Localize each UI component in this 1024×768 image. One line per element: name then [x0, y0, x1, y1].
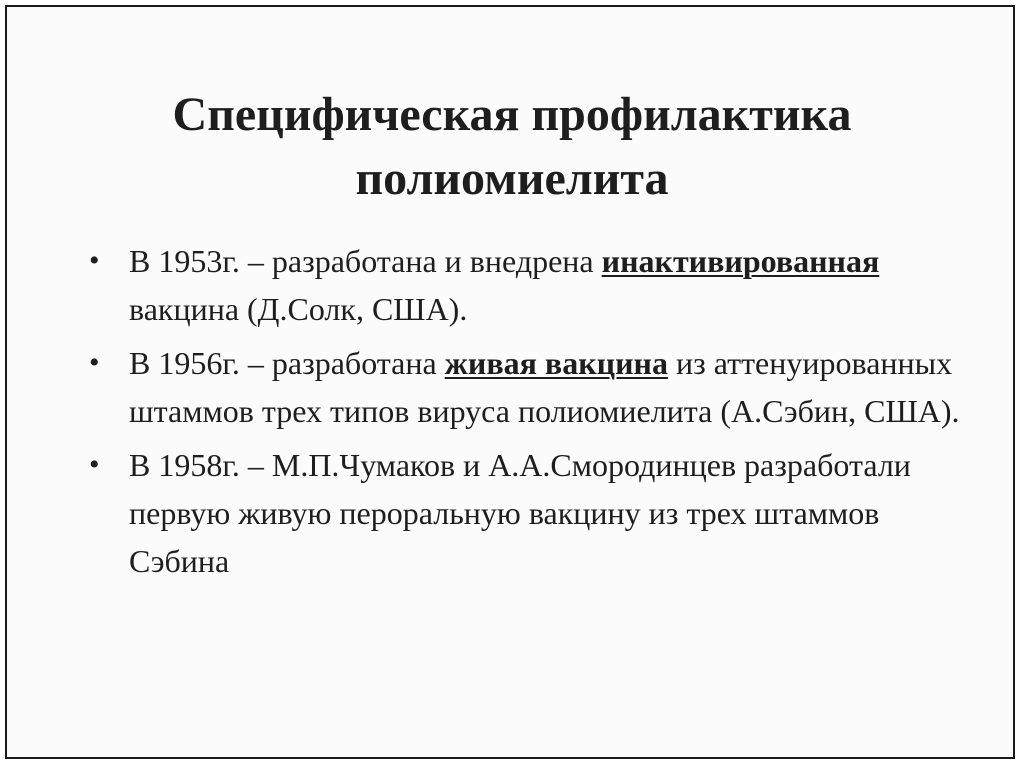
bullet-dot-icon: •: [89, 346, 100, 379]
bullet-dot-icon: •: [89, 244, 100, 277]
bullet-1953-text-end: вакцина (Д.Солк, США).: [129, 291, 468, 327]
bullet-1953-emphasis: инактивированная: [601, 243, 880, 279]
slide-title: [7, 83, 1017, 211]
bullet-item-1958: [89, 441, 969, 585]
bullet-1956-text-end: из аттенуированных штаммов трех типов вируса полиомиелита (А.Сэбин, США).: [129, 345, 960, 429]
bullet-item-1953: [89, 237, 969, 333]
bullet-1956-text-start: В 1956г. – разработана: [129, 345, 445, 381]
bullet-item-1956: [89, 339, 969, 435]
bullet-1953-text-start: В 1953г. – разработана и внедрена: [129, 243, 602, 279]
bullet-1958-text: В 1958г. – М.П.Чумаков и А.А.Смородинцев разработали первую живую пероральную вакцину из трех штаммов Сэбина: [129, 447, 911, 579]
bullet-1956-emphasis: живая вакцина: [444, 345, 668, 381]
bullet-list: [89, 237, 969, 591]
title-line-2: полиомиелита: [355, 152, 669, 205]
bullet-dot-icon: •: [89, 448, 100, 481]
slide: [5, 5, 1015, 759]
title-line-1: Специфическая профилактика: [172, 88, 852, 141]
